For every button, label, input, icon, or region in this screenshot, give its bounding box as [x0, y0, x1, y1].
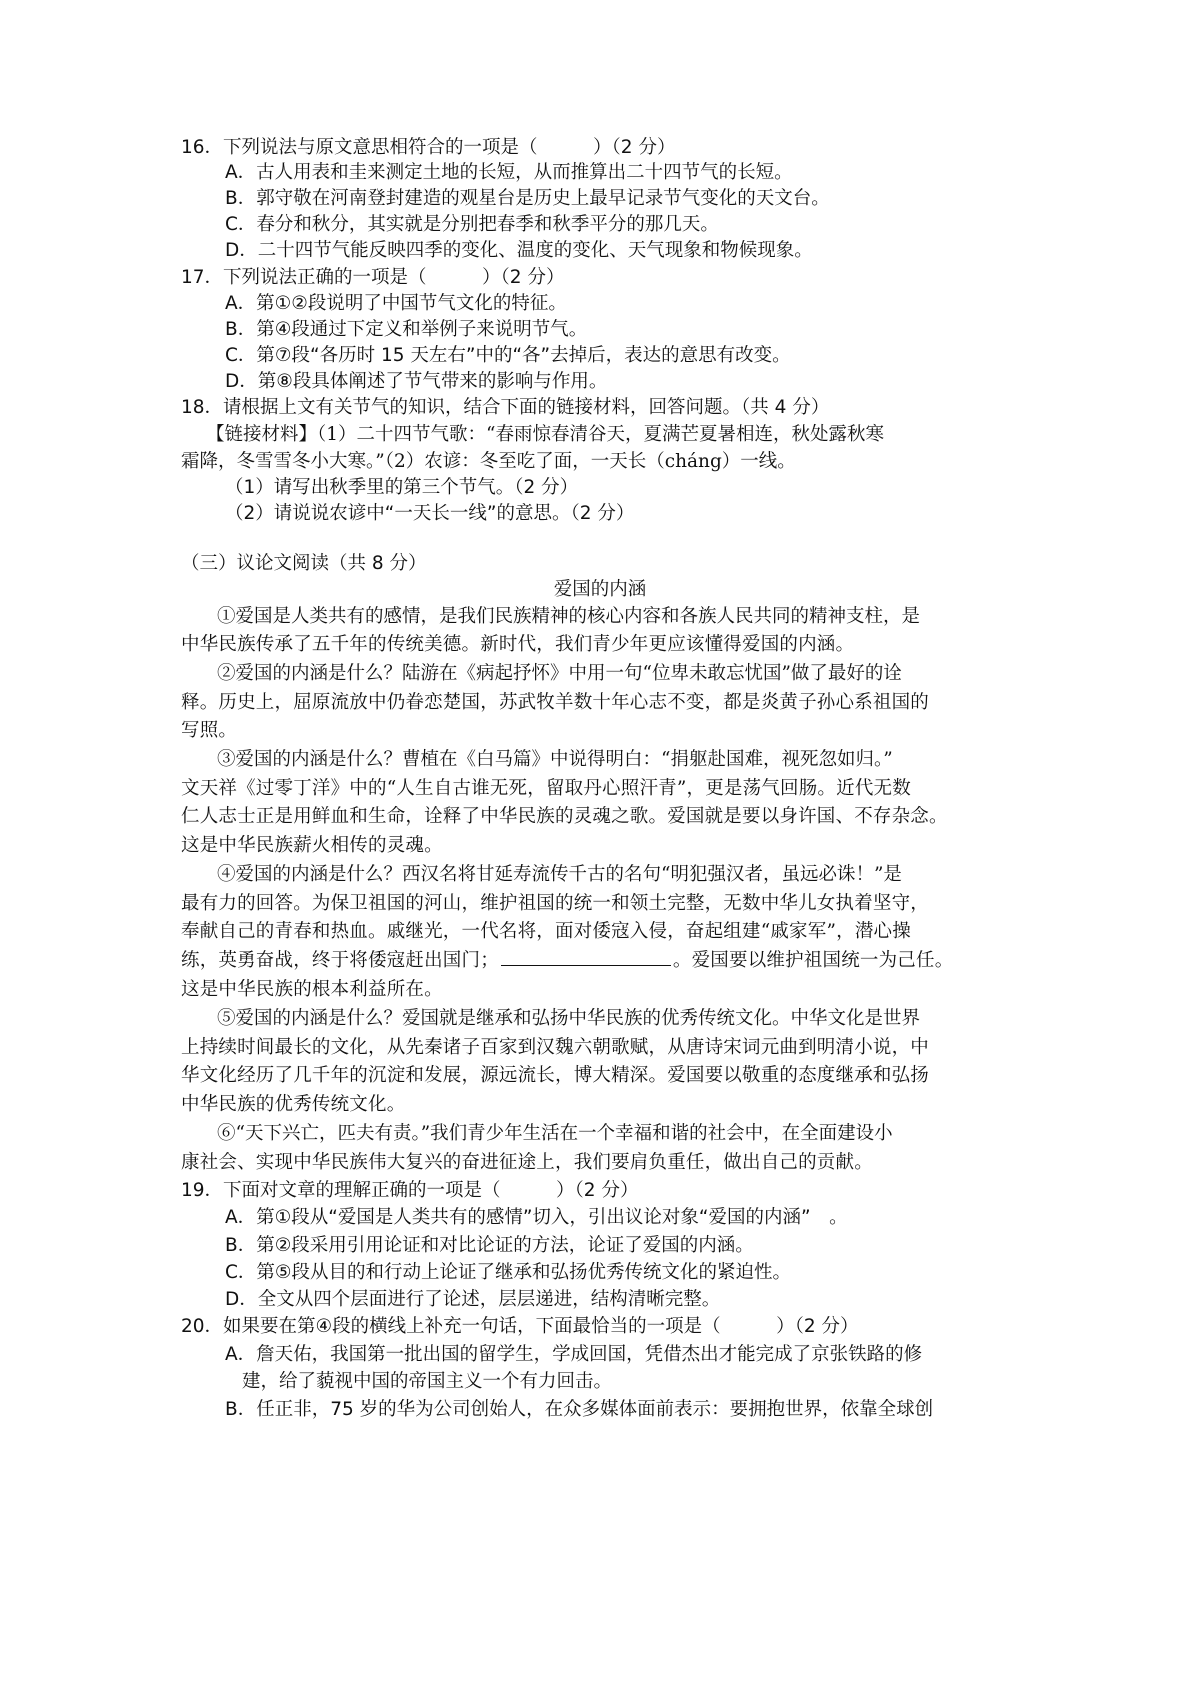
question-16-option-c: C．春分和秋分，其实就是分别把春季和秋季平分的那几天。 — [225, 214, 719, 235]
question-20-option-b-line-1: B．任正非，75 岁的华为公司创始人，在众多媒体面前表示：要拥抱世界，依靠全球创 — [225, 1399, 934, 1420]
question-18-stem: 18．请根据上文有关节气的知识，结合下面的链接材料，回答问题。（共 4 分） — [181, 397, 830, 418]
paragraph-3-line-4: 这是中华民族薪火相传的灵魂。 — [181, 835, 443, 856]
paragraph-6-line-2: 康社会、实现中华民族伟大复兴的奋进征途上，我们要肩负重任，做出自己的贡献。 — [181, 1152, 873, 1173]
fill-in-blank — [501, 947, 671, 966]
link-material-line-1: 【链接材料】（1）二十四节气歌：“春雨惊春清谷天，夏满芒夏暑相连，秋处露秋寒 — [206, 424, 884, 445]
paragraph-4-line-4-after: 。爱国要以维护祖国统一为己任。 — [672, 950, 954, 971]
paragraph-4-line-4-before: 练，英勇奋战，终于将倭寇赶出国门； — [181, 950, 499, 971]
question-16-option-b: B．郭守敬在河南登封建造的观星台是历史上最早记录节气变化的天文台。 — [225, 188, 830, 209]
question-16-option-a: A．古人用表和圭来测定土地的长短，从而推算出二十四节气的长短。 — [225, 162, 793, 183]
paragraph-5-line-1: ⑤爱国的内涵是什么？爱国就是继承和弘扬中华民族的优秀传统文化。中华文化是世界 — [217, 1008, 921, 1029]
paragraph-1-line-2: 中华民族传承了五千年的传统美德。新时代，我们青少年更应该懂得爱国的内涵。 — [181, 634, 855, 655]
question-18-sub-2: （2）请说说农谚中“一天长一线”的意思。（2 分） — [225, 503, 635, 524]
question-20-stem: 20．如果要在第④段的横线上补充一句话，下面最恰当的一项是（ ）（2 分） — [181, 1316, 859, 1337]
question-17-stem: 17．下列说法正确的一项是（ ）（2 分） — [181, 267, 565, 288]
article-title: 爱国的内涵 — [553, 579, 647, 600]
question-17-option-c: C．第⑦段“各历时 15 天左右”中的“各”去掉后，表达的意思有改变。 — [225, 345, 791, 366]
question-17-option-b: B．第④段通过下定义和举例子来说明节气。 — [225, 319, 588, 340]
paragraph-4-line-4 — [181, 947, 953, 975]
question-19-option-b: B．第②段采用引用论证和对比论证的方法，论证了爱国的内涵。 — [225, 1235, 754, 1256]
paragraph-5-line-2: 上持续时间最长的文化，从先秦诸子百家到汉魏六朝歌赋，从唐诗宋词元曲到明清小说，中 — [181, 1037, 930, 1058]
paragraph-3-line-2: 文天祥《过零丁洋》中的“人生自古谁无死，留取丹心照汗青”，更是荡气回肠。近代无数 — [181, 778, 911, 799]
question-20-option-a-line-1: A．詹天佑，我国第一批出国的留学生，学成回国，凭借杰出才能完成了京张铁路的修 — [225, 1344, 923, 1365]
question-19-option-c: C．第⑤段从目的和行动上论证了继承和弘扬优秀传统文化的紧迫性。 — [225, 1262, 792, 1283]
paragraph-4-line-3: 奉献自己的青春和热血。戚继光，一代名将，面对倭寇入侵，奋起组建“戚家军”，潜心操 — [181, 921, 911, 942]
question-17-option-a: A．第①②段说明了中国节气文化的特征。 — [225, 293, 567, 314]
link-material-line-2: 霜降，冬雪雪冬小大寒。”（2）农谚：冬至吃了面，一天长（cháng）一线。 — [181, 451, 796, 472]
paragraph-1-line-1: ①爱国是人类共有的感情，是我们民族精神的核心内容和各族人民共同的精神支柱，是 — [217, 606, 921, 627]
question-19-option-d: D．全文从四个层面进行了论述，层层递进，结构清晰完整。 — [225, 1289, 721, 1310]
question-16-option-d: D．二十四节气能反映四季的变化、温度的变化、天气现象和物候现象。 — [225, 240, 813, 261]
paragraph-4-line-5: 这是中华民族的根本利益所在。 — [181, 979, 443, 1000]
section-3-heading: （三）议论文阅读（共 8 分） — [181, 553, 427, 574]
paragraph-2-line-3: 写照。 — [181, 720, 238, 741]
paragraph-5-line-4: 中华民族的优秀传统文化。 — [181, 1094, 406, 1115]
question-19-option-a: A．第①段从“爱国是人类共有的感情”切入，引出议论对象“爱国的内涵” 。 — [225, 1207, 848, 1228]
paragraph-4-line-1: ④爱国的内涵是什么？西汉名将甘延寿流传千古的名句“明犯强汉者，虽远必诛！”是 — [217, 864, 902, 885]
paragraph-2-line-1: ②爱国的内涵是什么？陆游在《病起抒怀》中用一句“位卑未敢忘忧国”做了最好的诠 — [217, 663, 902, 684]
paragraph-4-line-2: 最有力的回答。为保卫祖国的河山，维护祖国的统一和领土完整，无数中华儿女执着坚守， — [181, 893, 930, 914]
question-20-option-a-line-2: 建，给了藐视中国的帝国主义一个有力回击。 — [242, 1371, 613, 1392]
question-16-stem: 16．下列说法与原文意思相符合的一项是（ ）（2 分） — [181, 137, 676, 158]
paragraph-3-line-1: ③爱国的内涵是什么？曹植在《白马篇》中说得明白：“捐躯赴国难，视死忽如归。” — [217, 749, 893, 770]
paragraph-5-line-3: 华文化经历了几千年的沉淀和发展，源远流长，博大精深。爱国要以敬重的态度继承和弘扬 — [181, 1065, 930, 1086]
question-19-stem: 19．下面对文章的理解正确的一项是（ ）（2 分） — [181, 1180, 639, 1201]
paragraph-2-line-2: 释。历史上，屈原流放中仍眷恋楚国，苏武牧羊数十年心志不变，都是炎黄子孙心系祖国的 — [181, 692, 930, 713]
paragraph-6-line-1: ⑥“天下兴亡，匹夫有责。”我们青少年生活在一个幸福和谐的社会中，在全面建设小 — [217, 1123, 893, 1144]
question-18-sub-1: （1）请写出秋季里的第三个节气。（2 分） — [225, 477, 579, 498]
paragraph-3-line-3: 仁人志士正是用鲜血和生命，诠释了中华民族的灵魂之歌。爱国就是要以身许国、不存杂念。 — [181, 806, 948, 827]
question-17-option-d: D．第⑧段具体阐述了节气带来的影响与作用。 — [225, 371, 608, 392]
